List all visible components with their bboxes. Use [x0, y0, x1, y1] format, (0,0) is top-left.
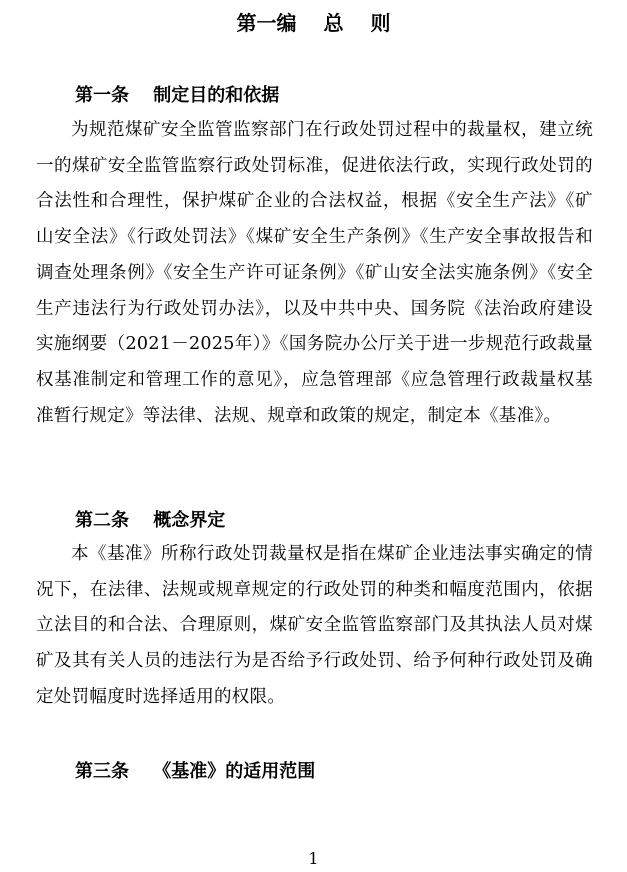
article-2-title: 第二条 概念界定	[75, 510, 226, 531]
article-3-title: 第三条 《基准》的适用范围	[75, 761, 316, 782]
page-number: 1	[308, 849, 319, 868]
article-1-body: 为规范煤矿安全监管监察部门在行政处罚过程中的裁量权，建立统一的煤矿安全监管监察行政处罚标准，促进依法行政，实现行政处罚的合法性和合理性，保护煤矿企业的合法权益，根据《安全生产法》《矿山安全法》《行政处罚法》《煤矿安全生产条例》《生产安全事故报告和调查处理条例》《安全生产许可证条例》《矿山安全法实施条例》《安全生产违法行为行政处罚办法》，以及中共中央、国务院《法治政府建设实施纲要（2021－2025年）》《国务院办公厅关于进一步规范行政裁量权基准制定和管理工作的意见》，应急管理部《应急管理行政裁量权基准暂行规定》等法律、法规、规章和政策的规定，制定本《基准》。	[36, 120, 593, 426]
article-1-title: 第一条 制定目的和依据	[75, 85, 280, 106]
part-heading: 第一编 总 则	[236, 11, 391, 35]
article-2-body: 本《基准》所称行政处罚裁量权是指在煤矿企业违法事实确定的情况下，在法律、法规或规章规定的行政处罚的种类和幅度范围内，依据立法目的和合法、合理原则，煤矿安全监管监察部门及其执法人员对煤矿及其有关人员的违法行为是否给予行政处罚、给予何种行政处罚及确定处罚幅度时选择适用的权限。	[36, 544, 593, 707]
